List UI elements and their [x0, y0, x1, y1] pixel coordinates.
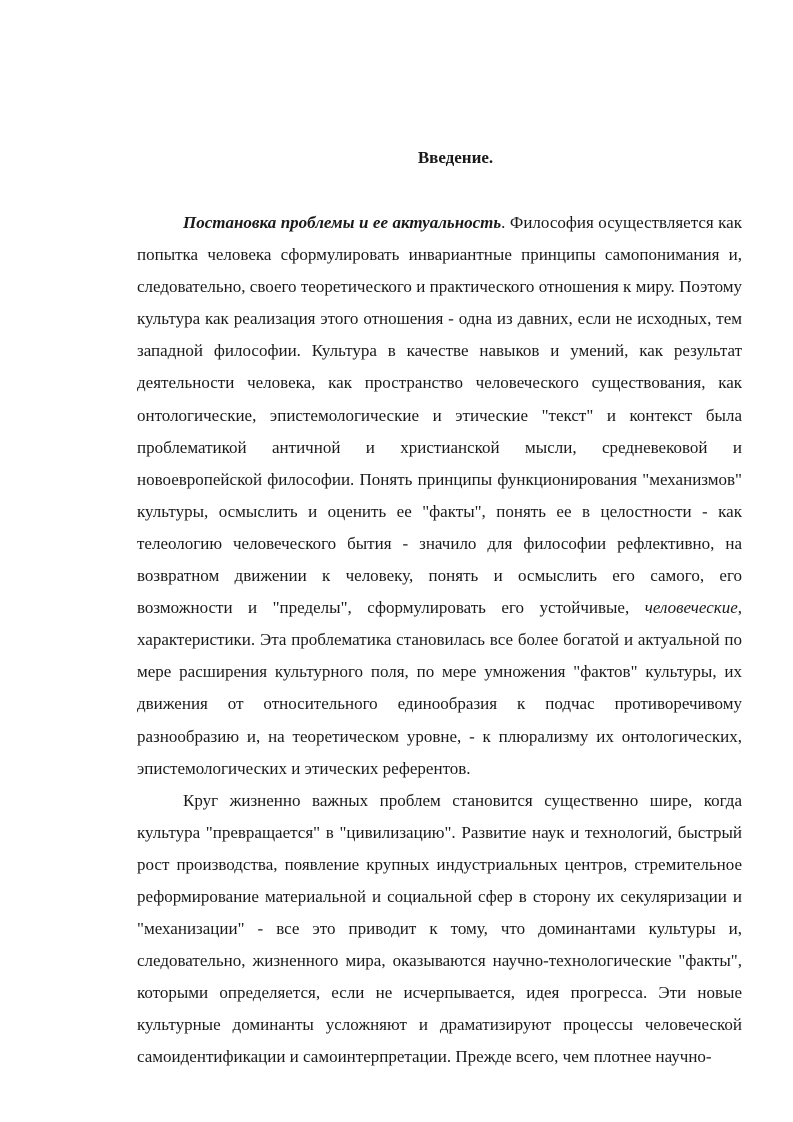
document-body	[137, 207, 742, 1074]
section-lead-heading: Постановка проблемы и ее актуальность	[183, 213, 502, 232]
paragraph-2: Круг жизненно важных проблем становится существенно шире, когда культура "превращается" в "цивилизацию". Развитие наук и технологий, быстрый рост производства, появление крупных индустриальных центров, стремительное реформирование материальной и социальной сфер в сторону их секуляризации и "механизации" - все это приводит к тому, что доминантами культуры и, следовательно, жизненного мира, оказываются научно-технологические "факты", которыми определяется, если не исчерпывается, идея прогресса. Эти новые культурные доминанты усложняют и драматизируют процессы человеческой самоидентификации и самоинтерпретации. Прежде всего, чем плотнее научно-	[137, 790, 742, 1067]
lead-punctuation: .	[501, 213, 506, 232]
paragraph-1-text-b: , характеристики. Эта проблематика становилась все более богатой и актуальной по мере расширения культурного поля, по мере умножения "фактов" культуры, их движения от относительного единообразия к подчас противоречивому разнообразию и, на теоретическом уровне, - к плюрализму их онтологических, эпистемологических и этических референтов.	[137, 598, 742, 778]
paragraph-1	[137, 207, 742, 785]
italic-emphasis: человеческие	[644, 598, 738, 618]
page-title: Введение.	[417, 148, 494, 167]
paragraph-1-text-a: Философия осуществляется как попытка человека сформулировать инвариантные принципы самопонимания и, следовательно, своего теоретического и практического отношения к миру. Поэтому культура как реализация этого отношения - одна из давних, если не исходных, тем западной философии. Культура в качестве навыков и умений, как результат деятельности человека, как пространство человеческого существования, как онтологические, эпистемологические и этические "текст" и контекст была проблематикой античной и христианской мысли, средневековой и новоевропейской философии. Понять принципы функционирования "механизмов" культуры, осмыслить и оценить ее "факты", понять ее в целостности - как телеологию человеческого бытия - значило для философии рефлективно, на возвратном движении к человеку, понять и осмыслить его самого, его возможности и "пределы", сформулировать его устойчивые,	[137, 213, 742, 618]
